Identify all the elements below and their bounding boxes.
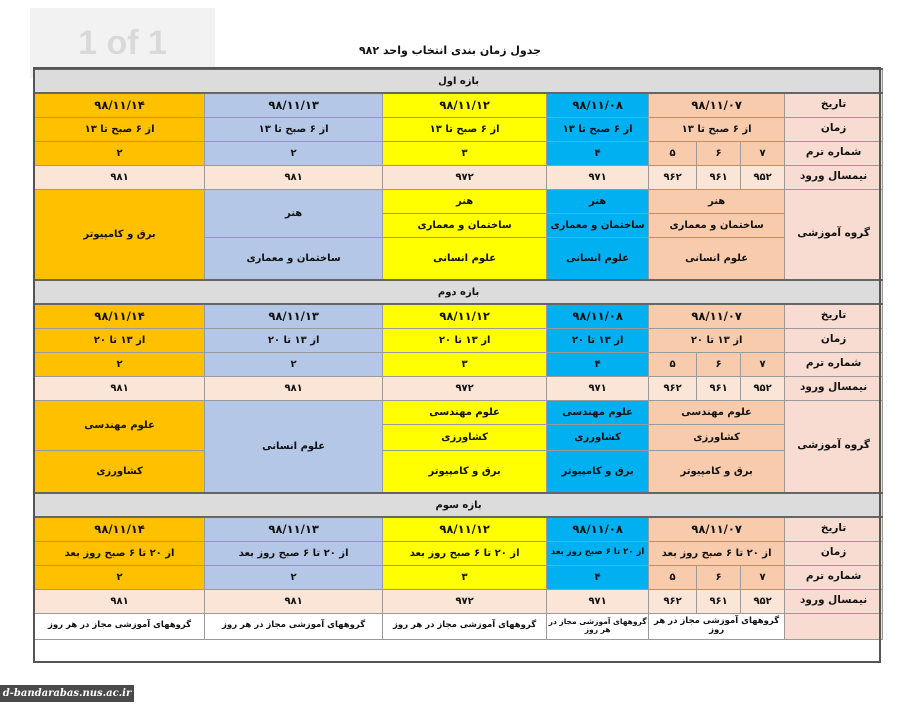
date-cell: ۹۸/۱۱/۰۸ — [547, 304, 649, 328]
label-entry: نیمسال ورود — [785, 376, 883, 400]
allowed-groups-cell: گروههای آموزشی مجاز در هر روز — [547, 613, 649, 639]
date-cell: ۹۸/۱۱/۱۳ — [205, 517, 383, 541]
entry-cell: ۹۵۲ — [741, 165, 785, 189]
period-header: بازه سوم — [35, 493, 883, 517]
time-cell: از ۲۰ تا ۶ صبح روز بعد — [383, 541, 547, 565]
group-cell: علوم انسانی — [383, 237, 547, 280]
page-counter: 1 of 1 — [30, 8, 215, 78]
time-cell: از ۶ صبح تا ۱۳ — [649, 117, 785, 141]
entry-cell: ۹۷۱ — [547, 589, 649, 613]
group-cell: برق و کامپیوتر — [547, 450, 649, 493]
term-cell: ۴ — [547, 141, 649, 165]
label-term: شماره ترم — [785, 565, 883, 589]
entry-row — [35, 165, 883, 189]
entry-cell: ۹۶۱ — [697, 589, 741, 613]
term-cell: ۲ — [205, 141, 383, 165]
group-cell: ساختمان و معماری — [649, 213, 785, 237]
label-time: زمان — [785, 117, 883, 141]
allowed-groups-cell: گروههای آموزشی مجاز در هر روز — [205, 613, 383, 639]
entry-cell: ۹۸۱ — [35, 165, 205, 189]
entry-cell: ۹۷۲ — [383, 589, 547, 613]
term-cell: ۲ — [35, 352, 205, 376]
allowed-groups-cell: گروههای آموزشی مجاز در هر روز — [35, 613, 205, 639]
allowed-groups-row — [35, 613, 883, 639]
group-cell: ساختمان و معماری — [383, 213, 547, 237]
date-cell: ۹۸/۱۱/۱۲ — [383, 517, 547, 541]
term-cell: ۷ — [741, 352, 785, 376]
group-cell: علوم مهندسی — [35, 400, 205, 450]
term-cell: ۶ — [697, 352, 741, 376]
date-cell: ۹۸/۱۱/۱۴ — [35, 93, 205, 117]
entry-cell: ۹۷۲ — [383, 165, 547, 189]
date-row — [35, 517, 883, 541]
date-row — [35, 93, 883, 117]
entry-cell: ۹۵۲ — [741, 376, 785, 400]
group-cell: علوم مهندسی — [649, 400, 785, 424]
group-cell: برق و کامپیوتر — [383, 450, 547, 493]
time-row — [35, 541, 883, 565]
term-row — [35, 352, 883, 376]
label-entry: نیمسال ورود — [785, 165, 883, 189]
time-row — [35, 328, 883, 352]
term-cell: ۵ — [649, 565, 697, 589]
term-cell: ۳ — [383, 352, 547, 376]
entry-row — [35, 589, 883, 613]
time-cell: از ۲۰ تا ۶ صبح روز بعد — [205, 541, 383, 565]
time-cell: از ۱۳ تا ۲۰ — [383, 328, 547, 352]
entry-row — [35, 376, 883, 400]
entry-cell: ۹۷۱ — [547, 376, 649, 400]
term-cell: ۷ — [741, 141, 785, 165]
date-cell: ۹۸/۱۱/۰۷ — [649, 304, 785, 328]
time-cell: از ۲۰ تا ۶ صبح روز بعد — [35, 541, 205, 565]
group-cell: علوم انسانی — [205, 400, 383, 493]
entry-cell: ۹۸۱ — [205, 165, 383, 189]
time-cell: از ۶ صبح تا ۱۳ — [547, 117, 649, 141]
entry-cell: ۹۶۲ — [649, 165, 697, 189]
entry-cell: ۹۷۱ — [547, 165, 649, 189]
group-cell: برق و کامپیوتر — [649, 450, 785, 493]
date-cell: ۹۸/۱۱/۰۸ — [547, 93, 649, 117]
period-header: بازه اول — [35, 69, 883, 93]
date-cell: ۹۸/۱۱/۱۲ — [383, 93, 547, 117]
entry-cell: ۹۸۱ — [205, 376, 383, 400]
entry-cell: ۹۶۲ — [649, 376, 697, 400]
allowed-groups-cell: گروههای آموزشی مجاز در هر روز — [649, 613, 785, 639]
group-cell: کشاورزی — [649, 424, 785, 450]
entry-cell: ۹۸۱ — [35, 589, 205, 613]
term-cell: ۲ — [35, 141, 205, 165]
schedule-table — [34, 68, 883, 640]
label-time: زمان — [785, 541, 883, 565]
label-date: تاریخ — [785, 517, 883, 541]
date-cell: ۹۸/۱۱/۱۲ — [383, 304, 547, 328]
group-cell: هنر — [649, 189, 785, 213]
date-cell: ۹۸/۱۱/۱۴ — [35, 517, 205, 541]
entry-cell: ۹۵۲ — [741, 589, 785, 613]
term-cell: ۲ — [205, 565, 383, 589]
entry-cell: ۹۸۱ — [35, 376, 205, 400]
term-cell: ۶ — [697, 565, 741, 589]
date-cell: ۹۸/۱۱/۰۸ — [547, 517, 649, 541]
group-cell: علوم انسانی — [649, 237, 785, 280]
group-cell: کشاورزی — [547, 424, 649, 450]
group-cell: هنر — [383, 189, 547, 213]
term-cell: ۳ — [383, 565, 547, 589]
group-cell: کشاورزی — [383, 424, 547, 450]
time-row — [35, 117, 883, 141]
date-cell: ۹۸/۱۱/۱۳ — [205, 304, 383, 328]
group-cell: برق و کامپیوتر — [35, 189, 205, 280]
date-cell: ۹۸/۱۱/۱۴ — [35, 304, 205, 328]
allowed-groups-cell: گروههای آموزشی مجاز در هر روز — [383, 613, 547, 639]
group-cell: ساختمان و معماری — [547, 213, 649, 237]
term-cell: ۵ — [649, 141, 697, 165]
term-cell: ۴ — [547, 565, 649, 589]
label-term: شماره ترم — [785, 352, 883, 376]
label-entry: نیمسال ورود — [785, 589, 883, 613]
entry-cell: ۹۷۲ — [383, 376, 547, 400]
term-cell: ۲ — [35, 565, 205, 589]
entry-cell: ۹۸۱ — [205, 589, 383, 613]
term-cell: ۴ — [547, 352, 649, 376]
time-cell: از ۱۳ تا ۲۰ — [205, 328, 383, 352]
label-group: گروه آموزشی — [785, 400, 883, 493]
term-cell: ۷ — [741, 565, 785, 589]
group-cell: علوم مهندسی — [383, 400, 547, 424]
period-header: بازه دوم — [35, 280, 883, 304]
time-cell: از ۱۳ تا ۲۰ — [649, 328, 785, 352]
term-cell: ۲ — [205, 352, 383, 376]
time-cell: از ۱۳ تا ۲۰ — [35, 328, 205, 352]
time-cell: از ۶ صبح تا ۱۳ — [35, 117, 205, 141]
date-row — [35, 304, 883, 328]
group-cell: هنر — [205, 189, 383, 237]
time-cell: از ۱۳ تا ۲۰ — [547, 328, 649, 352]
document-title: جدول زمان بندی انتخاب واحد ۹۸۲ — [358, 44, 542, 57]
date-cell: ۹۸/۱۱/۰۷ — [649, 93, 785, 117]
group-cell: هنر — [547, 189, 649, 213]
date-cell: ۹۸/۱۱/۰۷ — [649, 517, 785, 541]
label-group: گروه آموزشی — [785, 189, 883, 280]
term-cell: ۳ — [383, 141, 547, 165]
time-cell: از ۲۰ تا ۶ صبح روز بعد — [649, 541, 785, 565]
group-cell: علوم مهندسی — [547, 400, 649, 424]
group-cell: علوم انسانی — [547, 237, 649, 280]
label-term: شماره ترم — [785, 141, 883, 165]
term-cell: ۵ — [649, 352, 697, 376]
time-cell: از ۶ صبح تا ۱۳ — [205, 117, 383, 141]
group-cell: کشاورزی — [35, 450, 205, 493]
label-date: تاریخ — [785, 93, 883, 117]
term-cell: ۶ — [697, 141, 741, 165]
label-time: زمان — [785, 328, 883, 352]
entry-cell: ۹۶۱ — [697, 376, 741, 400]
term-row — [35, 141, 883, 165]
label-empty — [785, 613, 883, 639]
date-cell: ۹۸/۱۱/۱۳ — [205, 93, 383, 117]
site-badge[interactable]: d-bandarabas.nus.ac.ir — [0, 685, 134, 702]
time-cell: از ۶ صبح تا ۱۳ — [383, 117, 547, 141]
entry-cell: ۹۶۱ — [697, 165, 741, 189]
term-row — [35, 565, 883, 589]
time-cell: از ۲۰ تا ۶ صبح روز بعد — [547, 541, 649, 565]
label-date: تاریخ — [785, 304, 883, 328]
entry-cell: ۹۶۲ — [649, 589, 697, 613]
group-cell: ساختمان و معماری — [205, 237, 383, 280]
